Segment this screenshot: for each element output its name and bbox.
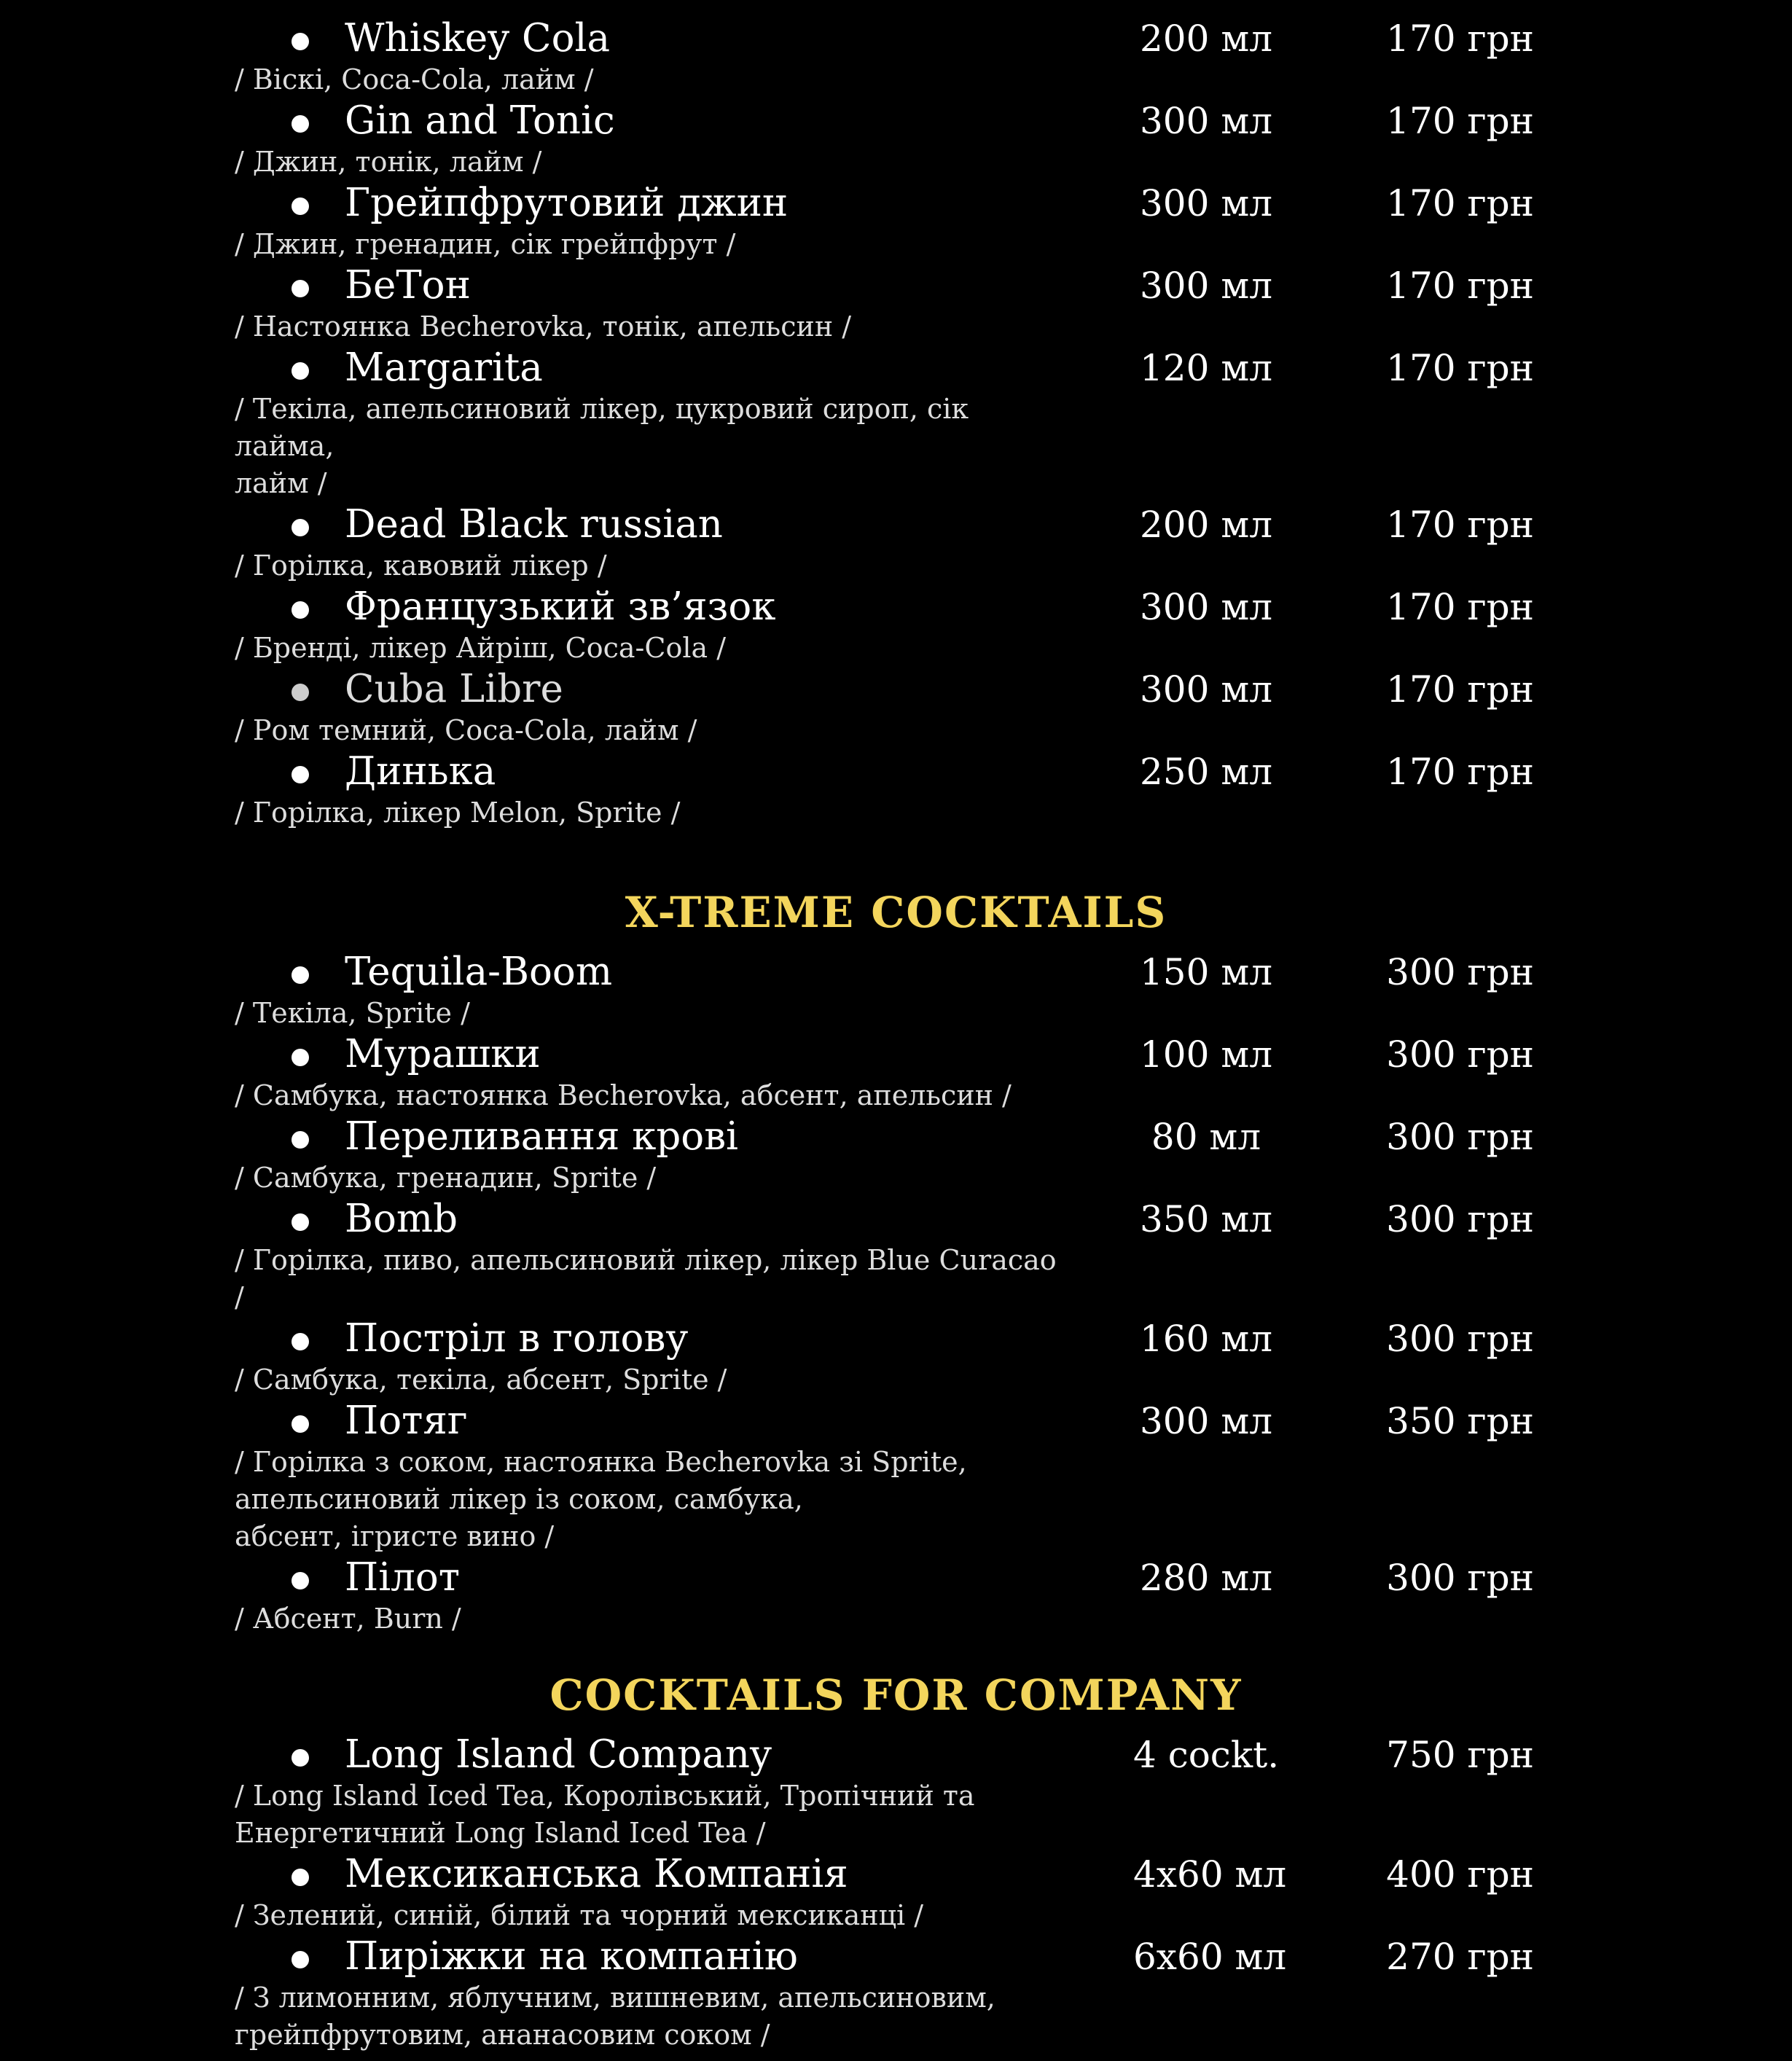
item-description: / Горілка, пиво, апельсиновий лікер, лікер Blue Curacao / bbox=[235, 1244, 1057, 1313]
item-volume: 250 мл bbox=[1140, 751, 1272, 793]
item-description: / Текіла, апельсиновий лікер, цукровий сироп, сік лайма, лайм / bbox=[235, 393, 969, 499]
bullet-icon bbox=[292, 766, 309, 783]
item-description: / Горілка, лікер Melon, Sprite / bbox=[235, 797, 681, 829]
item-description: / Самбука, настоянка Becherovka, абсент, апельсин / bbox=[235, 1079, 1012, 1111]
bullet-icon bbox=[292, 1869, 309, 1886]
section-cocktails-for-company bbox=[0, 1638, 1792, 2054]
bullet-icon bbox=[292, 519, 309, 536]
item-name: Gin and Tonic bbox=[345, 98, 615, 143]
item-name: Tequila-Boom bbox=[345, 950, 613, 994]
item-price: 170 грн bbox=[1386, 668, 1534, 711]
item-volume: 200 мл bbox=[1140, 17, 1272, 60]
menu-item bbox=[0, 263, 1792, 345]
item-volume: 4x60 мл bbox=[1133, 1853, 1287, 1896]
item-name: Французький зв’язок bbox=[345, 584, 776, 629]
menu-item bbox=[0, 1934, 1792, 2054]
menu-item bbox=[0, 502, 1792, 584]
item-description: / Джин, тонік, лайм / bbox=[235, 146, 542, 178]
bullet-icon bbox=[292, 115, 309, 133]
item-volume: 150 мл bbox=[1140, 951, 1272, 993]
item-volume: 280 мл bbox=[1140, 1557, 1272, 1599]
item-description: / Настоянка Becherovka, тонік, апельсин / bbox=[235, 310, 852, 343]
item-name: Мексиканська Компанія bbox=[345, 1852, 848, 1896]
item-price: 170 грн bbox=[1386, 586, 1534, 628]
item-price: 170 грн bbox=[1386, 182, 1534, 224]
item-description: / Бренді, лікер Айріш, Coca-Cola / bbox=[235, 632, 727, 664]
item-volume: 100 мл bbox=[1140, 1033, 1272, 1076]
menu-item bbox=[0, 749, 1792, 832]
item-volume: 300 мл bbox=[1140, 182, 1272, 224]
item-name: Постріл в голову bbox=[345, 1316, 689, 1361]
item-name: Cuba Libre bbox=[345, 667, 563, 711]
item-price: 300 грн bbox=[1386, 1116, 1534, 1158]
menu-item bbox=[0, 1732, 1792, 1852]
item-volume: 200 мл bbox=[1140, 504, 1272, 546]
item-description: / Самбука, текіла, абсент, Sprite / bbox=[235, 1364, 727, 1396]
menu-item bbox=[0, 1316, 1792, 1399]
item-price: 170 грн bbox=[1386, 100, 1534, 142]
item-description: / Зелений, синій, білий та чорний мексиканці / bbox=[235, 1899, 924, 1931]
bullet-icon bbox=[292, 1049, 309, 1066]
item-name: Переливання крові bbox=[345, 1114, 738, 1159]
item-name: БеТон bbox=[345, 263, 471, 308]
item-name: Пирiжки на компанію bbox=[345, 1934, 798, 1979]
item-price: 300 грн bbox=[1386, 1557, 1534, 1599]
item-volume: 80 мл bbox=[1151, 1116, 1261, 1158]
bullet-icon bbox=[292, 1131, 309, 1149]
menu-item bbox=[0, 345, 1792, 502]
item-name: Мурашки bbox=[345, 1032, 541, 1076]
bullet-icon bbox=[292, 601, 309, 619]
menu-item bbox=[0, 584, 1792, 667]
item-volume: 300 мл bbox=[1140, 265, 1272, 307]
item-description: / Горілка з соком, настоянка Becherovka зі Sprite, апельсиновий лікер із соком, самбука, абсент, ігристе вино / bbox=[235, 1446, 967, 1552]
item-price: 170 грн bbox=[1386, 347, 1534, 389]
item-volume: 6x60 мл bbox=[1133, 1936, 1287, 1978]
bullet-icon bbox=[292, 1333, 309, 1350]
item-name: Пілот bbox=[345, 1555, 461, 1600]
item-description: / Самбука, гренадин, Sprite / bbox=[235, 1162, 657, 1194]
section-title: COCKTAILS FOR COMPANY bbox=[549, 1670, 1243, 1720]
item-volume: 300 мл bbox=[1140, 100, 1272, 142]
menu-item bbox=[0, 98, 1792, 181]
bullet-icon bbox=[292, 1213, 309, 1231]
item-description: / Ром темний, Coca-Cola, лайм / bbox=[235, 714, 697, 746]
item-price: 300 грн bbox=[1386, 951, 1534, 993]
item-price: 300 грн bbox=[1386, 1198, 1534, 1240]
bullet-icon bbox=[292, 33, 309, 50]
item-price: 350 грн bbox=[1386, 1400, 1534, 1442]
bullet-icon bbox=[292, 966, 309, 984]
item-volume: 120 мл bbox=[1140, 347, 1272, 389]
item-description: / З лимонним, яблучним, вишневим, апельсиновим, грейпфрутовим, ананасовим соком / bbox=[235, 1982, 995, 2051]
item-price: 300 грн bbox=[1386, 1033, 1534, 1076]
item-price: 400 грн bbox=[1386, 1853, 1534, 1896]
bullet-icon bbox=[292, 1415, 309, 1433]
menu-item bbox=[0, 1032, 1792, 1114]
bullet-icon bbox=[292, 362, 309, 380]
bullet-icon bbox=[292, 684, 309, 701]
item-volume: 350 мл bbox=[1140, 1198, 1272, 1240]
item-volume: 300 мл bbox=[1140, 668, 1272, 711]
menu-item bbox=[0, 667, 1792, 749]
menu-item bbox=[0, 1555, 1792, 1638]
item-description: / Абсент, Burn / bbox=[235, 1603, 461, 1635]
bullet-icon bbox=[292, 1749, 309, 1767]
item-price: 750 грн bbox=[1386, 1734, 1534, 1776]
item-volume: 4 cockt. bbox=[1133, 1734, 1280, 1776]
menu-item bbox=[0, 1399, 1792, 1555]
item-price: 300 грн bbox=[1386, 1318, 1534, 1360]
item-description: / Текіла, Sprite / bbox=[235, 997, 470, 1029]
bullet-icon bbox=[292, 280, 309, 297]
menu-item bbox=[0, 1197, 1792, 1316]
item-name: Long Island Company bbox=[345, 1732, 772, 1777]
item-name: Margarita bbox=[345, 345, 543, 390]
menu-item bbox=[0, 950, 1792, 1032]
item-price: 170 грн bbox=[1386, 751, 1534, 793]
menu-item bbox=[0, 1852, 1792, 1934]
section-xtreme-cocktails bbox=[0, 832, 1792, 1638]
item-description: / Long Island Iced Tea, Королівський, Тропічний та Енергетичний Long Island Iced Tea / bbox=[235, 1780, 975, 1849]
item-name: Bomb bbox=[345, 1197, 458, 1241]
item-price: 170 грн bbox=[1386, 265, 1534, 307]
item-description: / Джин, гренадин, сік грейпфрут / bbox=[235, 228, 736, 260]
item-volume: 300 мл bbox=[1140, 586, 1272, 628]
item-volume: 300 мл bbox=[1140, 1400, 1272, 1442]
section-classic-cocktails bbox=[0, 0, 1792, 832]
bullet-icon bbox=[292, 1572, 309, 1589]
item-price: 170 грн bbox=[1386, 17, 1534, 60]
item-name: Потяг bbox=[345, 1399, 468, 1443]
item-description: / Віскі, Coca-Cola, лайм / bbox=[235, 63, 594, 95]
item-name: Динька bbox=[345, 749, 496, 794]
item-name: Грейпфрутовий джин bbox=[345, 181, 789, 225]
bullet-icon bbox=[292, 1951, 309, 1968]
item-name: Whiskey Cola bbox=[345, 16, 611, 60]
item-volume: 160 мл bbox=[1140, 1318, 1272, 1360]
item-name: Dead Black russian bbox=[345, 502, 723, 547]
menu-item bbox=[0, 16, 1792, 98]
menu-item bbox=[0, 1114, 1792, 1197]
bullet-icon bbox=[292, 198, 309, 215]
item-price: 170 грн bbox=[1386, 504, 1534, 546]
item-price: 270 грн bbox=[1386, 1936, 1534, 1978]
section-title: X-TREME COCKTAILS bbox=[625, 888, 1167, 937]
item-description: / Горілка, кавовий лікер / bbox=[235, 550, 607, 582]
menu-item bbox=[0, 181, 1792, 263]
